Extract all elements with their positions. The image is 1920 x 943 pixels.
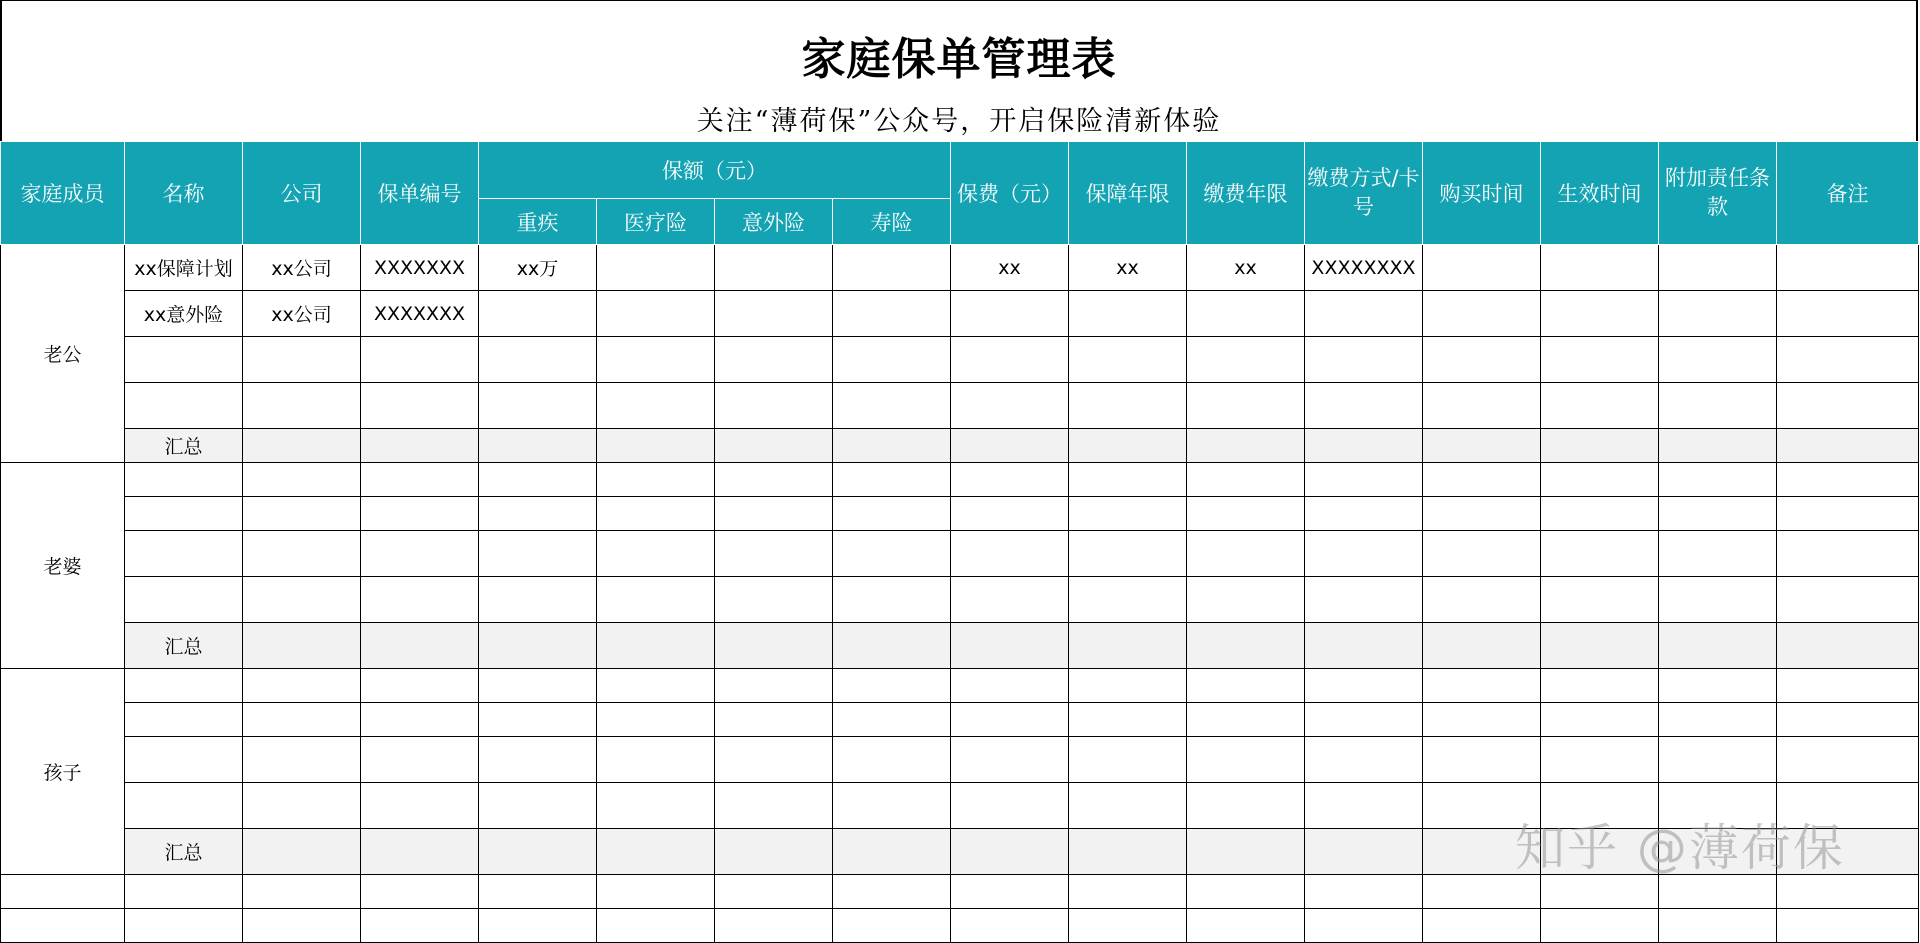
table-cell[interactable] — [597, 291, 715, 337]
summary-cell[interactable] — [1305, 623, 1423, 669]
table-cell[interactable]: xx — [1069, 245, 1187, 291]
summary-label[interactable]: 汇总 — [125, 623, 243, 669]
table-row — [1, 669, 1919, 703]
summary-cell[interactable] — [1659, 623, 1777, 669]
summary-cell[interactable] — [833, 623, 951, 669]
table-cell[interactable] — [125, 703, 243, 737]
table-cell[interactable] — [1659, 383, 1777, 429]
table-cell[interactable] — [597, 531, 715, 577]
table-cell[interactable]: xx万 — [479, 245, 597, 291]
table-cell[interactable] — [1305, 703, 1423, 737]
table-cell[interactable] — [597, 909, 715, 943]
table-cell[interactable] — [1423, 577, 1541, 623]
watermark: 知乎 @薄荷保 — [1515, 819, 1845, 877]
summary-cell[interactable] — [951, 429, 1069, 463]
table-cell[interactable] — [597, 783, 715, 829]
table-cell[interactable] — [1187, 383, 1305, 429]
table-cell[interactable] — [597, 383, 715, 429]
header-effective-time[interactable]: 生效时间 — [1541, 142, 1659, 245]
table-cell[interactable] — [125, 497, 243, 531]
table-cell[interactable] — [715, 463, 833, 497]
table-cell[interactable] — [125, 669, 243, 703]
table-cell[interactable] — [951, 383, 1069, 429]
table-cell[interactable] — [1069, 703, 1187, 737]
table-cell[interactable] — [1423, 737, 1541, 783]
table-cell[interactable] — [715, 291, 833, 337]
table-cell[interactable] — [1541, 577, 1659, 623]
table-cell[interactable] — [1, 875, 125, 909]
table-cell[interactable] — [1187, 703, 1305, 737]
table-cell[interactable] — [951, 577, 1069, 623]
summary-cell[interactable] — [1187, 829, 1305, 875]
table-cell[interactable] — [1541, 669, 1659, 703]
summary-cell[interactable] — [833, 829, 951, 875]
table-cell[interactable] — [479, 783, 597, 829]
table-cell[interactable] — [833, 669, 951, 703]
table-cell[interactable] — [361, 703, 479, 737]
table-cell[interactable] — [361, 577, 479, 623]
summary-cell[interactable] — [715, 829, 833, 875]
table-cell[interactable] — [1187, 337, 1305, 383]
table-cell[interactable] — [1423, 337, 1541, 383]
table-cell[interactable] — [125, 737, 243, 783]
table-cell[interactable] — [1777, 463, 1919, 497]
table-cell[interactable] — [833, 737, 951, 783]
summary-cell[interactable] — [1541, 623, 1659, 669]
table-cell[interactable] — [1187, 577, 1305, 623]
table-cell[interactable] — [1069, 383, 1187, 429]
summary-cell[interactable] — [479, 623, 597, 669]
table-cell[interactable] — [125, 909, 243, 943]
summary-cell[interactable] — [479, 829, 597, 875]
table-cell[interactable] — [1305, 383, 1423, 429]
table-cell[interactable] — [1423, 497, 1541, 531]
table-cell[interactable] — [125, 577, 243, 623]
table-cell[interactable] — [1659, 531, 1777, 577]
table-row — [1, 337, 1919, 383]
table-cell[interactable]: xx保障计划 — [125, 245, 243, 291]
table-cell[interactable] — [951, 783, 1069, 829]
header-critical-illness[interactable]: 重疾 — [479, 199, 597, 245]
summary-label[interactable]: 汇总 — [125, 829, 243, 875]
table-cell[interactable] — [1305, 497, 1423, 531]
table-cell[interactable] — [833, 463, 951, 497]
table-cell[interactable] — [1541, 337, 1659, 383]
table-cell[interactable] — [1069, 737, 1187, 783]
table-cell[interactable] — [951, 669, 1069, 703]
table-cell[interactable] — [243, 497, 361, 531]
header-member[interactable]: 家庭成员 — [1, 142, 125, 245]
table-row — [1, 383, 1919, 429]
table-row — [1, 497, 1919, 531]
header-rider[interactable]: 附加责任条款 — [1659, 142, 1777, 245]
table-cell[interactable] — [243, 783, 361, 829]
member-cell[interactable]: 孩子 — [1, 669, 125, 875]
table-cell[interactable] — [951, 737, 1069, 783]
table-cell[interactable] — [1777, 909, 1919, 943]
header-payment-term[interactable]: 缴费年限 — [1187, 142, 1305, 245]
table-cell[interactable] — [1187, 669, 1305, 703]
table-cell[interactable] — [243, 577, 361, 623]
table-cell[interactable] — [125, 383, 243, 429]
table-cell[interactable] — [479, 463, 597, 497]
table-cell[interactable] — [715, 737, 833, 783]
table-cell[interactable] — [1541, 531, 1659, 577]
table-cell[interactable] — [1187, 783, 1305, 829]
header-policy-no[interactable]: 保单编号 — [361, 142, 479, 245]
table-cell[interactable] — [1423, 909, 1541, 943]
table-cell[interactable] — [361, 337, 479, 383]
table-cell[interactable] — [1305, 783, 1423, 829]
summary-cell[interactable] — [361, 623, 479, 669]
table-cell[interactable] — [1659, 737, 1777, 783]
table-cell[interactable] — [1187, 531, 1305, 577]
table-cell[interactable] — [1777, 577, 1919, 623]
table-cell[interactable] — [361, 463, 479, 497]
header-purchase-time[interactable]: 购买时间 — [1423, 142, 1541, 245]
table-cell[interactable] — [833, 703, 951, 737]
table-cell[interactable] — [1305, 875, 1423, 909]
summary-cell[interactable] — [597, 829, 715, 875]
table-cell[interactable]: xx意外险 — [125, 291, 243, 337]
title-area — [0, 0, 1918, 141]
table-cell[interactable] — [1777, 337, 1919, 383]
summary-row — [1, 429, 1919, 463]
table-cell[interactable] — [1541, 703, 1659, 737]
table-cell[interactable] — [951, 497, 1069, 531]
table-cell[interactable] — [597, 737, 715, 783]
table-cell[interactable] — [1187, 497, 1305, 531]
page-subtitle: 关注“薄荷保”公众号，开启保险清新体验 — [696, 106, 1222, 137]
summary-cell[interactable] — [715, 623, 833, 669]
table-cell[interactable] — [1659, 337, 1777, 383]
table-row — [1, 909, 1919, 943]
table-cell[interactable] — [1423, 291, 1541, 337]
table-cell[interactable] — [1541, 245, 1659, 291]
table-cell[interactable] — [1777, 669, 1919, 703]
table-cell[interactable] — [597, 245, 715, 291]
summary-cell[interactable] — [1069, 623, 1187, 669]
table-cell[interactable] — [1187, 737, 1305, 783]
summary-cell[interactable] — [715, 429, 833, 463]
table-cell[interactable] — [125, 463, 243, 497]
table-cell[interactable] — [951, 463, 1069, 497]
table-cell[interactable] — [361, 875, 479, 909]
table-cell[interactable] — [833, 383, 951, 429]
table-cell[interactable] — [1541, 737, 1659, 783]
member-cell[interactable]: 老公 — [1, 245, 125, 463]
summary-cell[interactable] — [361, 429, 479, 463]
table-row — [1, 577, 1919, 623]
summary-cell[interactable] — [1069, 829, 1187, 875]
table-cell[interactable] — [597, 577, 715, 623]
table-cell[interactable] — [479, 669, 597, 703]
table-cell[interactable] — [1305, 291, 1423, 337]
table-cell[interactable] — [1659, 909, 1777, 943]
table-cell[interactable] — [715, 783, 833, 829]
table-cell[interactable] — [1069, 337, 1187, 383]
table-cell[interactable] — [1187, 463, 1305, 497]
table-cell[interactable] — [951, 291, 1069, 337]
table-cell[interactable]: xx公司 — [243, 245, 361, 291]
table-cell[interactable] — [1777, 703, 1919, 737]
table-cell[interactable] — [1187, 875, 1305, 909]
summary-cell[interactable] — [1187, 623, 1305, 669]
header-coverage-group[interactable]: 保额（元） — [479, 142, 951, 199]
summary-cell[interactable] — [597, 623, 715, 669]
summary-cell[interactable] — [1423, 429, 1541, 463]
table-cell[interactable] — [1, 909, 125, 943]
header-name[interactable]: 名称 — [125, 142, 243, 245]
table-cell[interactable] — [361, 909, 479, 943]
table-cell[interactable] — [1423, 531, 1541, 577]
table-cell[interactable] — [479, 531, 597, 577]
table-cell[interactable] — [243, 463, 361, 497]
table-cell[interactable] — [1305, 737, 1423, 783]
summary-cell[interactable] — [1541, 429, 1659, 463]
table-cell[interactable] — [715, 875, 833, 909]
summary-cell[interactable] — [1305, 429, 1423, 463]
table-cell[interactable] — [361, 531, 479, 577]
table-cell[interactable] — [1659, 497, 1777, 531]
table-cell[interactable] — [715, 909, 833, 943]
table-cell[interactable] — [125, 875, 243, 909]
table-cell[interactable] — [715, 383, 833, 429]
summary-cell[interactable] — [361, 829, 479, 875]
table-cell[interactable] — [715, 577, 833, 623]
summary-cell[interactable] — [951, 829, 1069, 875]
table-cell[interactable] — [833, 909, 951, 943]
table-cell[interactable] — [1069, 497, 1187, 531]
header-premium[interactable]: 保费（元） — [951, 142, 1069, 245]
table-cell[interactable] — [361, 783, 479, 829]
table-cell[interactable] — [833, 245, 951, 291]
table-cell[interactable] — [1659, 245, 1777, 291]
table-cell[interactable] — [479, 291, 597, 337]
table-cell[interactable] — [833, 497, 951, 531]
table-cell[interactable] — [1659, 291, 1777, 337]
header-payment-method[interactable]: 缴费方式/卡号 — [1305, 142, 1423, 245]
table-cell[interactable] — [361, 497, 479, 531]
table-cell[interactable] — [1305, 909, 1423, 943]
table-cell[interactable] — [1777, 245, 1919, 291]
table-cell[interactable] — [833, 337, 951, 383]
summary-cell[interactable] — [243, 623, 361, 669]
header-medical[interactable]: 医疗险 — [597, 199, 715, 245]
table-cell[interactable] — [833, 875, 951, 909]
member-cell[interactable]: 老婆 — [1, 463, 125, 669]
table-cell[interactable] — [715, 669, 833, 703]
table-cell[interactable] — [597, 463, 715, 497]
summary-cell[interactable] — [597, 429, 715, 463]
table-cell[interactable] — [479, 703, 597, 737]
table-cell[interactable] — [1423, 383, 1541, 429]
table-cell[interactable] — [715, 245, 833, 291]
table-cell[interactable] — [833, 291, 951, 337]
table-cell[interactable] — [125, 531, 243, 577]
table-cell[interactable] — [1069, 669, 1187, 703]
table-cell[interactable] — [1777, 383, 1919, 429]
table-cell[interactable] — [1659, 577, 1777, 623]
summary-row — [1, 623, 1919, 669]
table-cell[interactable] — [1187, 909, 1305, 943]
summary-cell[interactable] — [243, 829, 361, 875]
header-coverage-term[interactable]: 保障年限 — [1069, 142, 1187, 245]
summary-cell[interactable] — [833, 429, 951, 463]
table-cell[interactable] — [597, 337, 715, 383]
table-cell[interactable] — [125, 337, 243, 383]
summary-cell[interactable] — [243, 429, 361, 463]
table-cell[interactable] — [243, 383, 361, 429]
table-cell[interactable] — [951, 703, 1069, 737]
table-cell[interactable] — [1541, 497, 1659, 531]
summary-cell[interactable] — [1069, 429, 1187, 463]
table-row — [1, 245, 1919, 291]
table-cell[interactable] — [479, 383, 597, 429]
table-cell[interactable] — [243, 909, 361, 943]
table-cell[interactable] — [243, 669, 361, 703]
table-cell[interactable] — [951, 337, 1069, 383]
table-cell[interactable] — [1541, 291, 1659, 337]
table-cell[interactable] — [833, 577, 951, 623]
table-cell[interactable] — [361, 383, 479, 429]
table-row — [1, 531, 1919, 577]
table-cell[interactable] — [597, 875, 715, 909]
summary-cell[interactable] — [479, 429, 597, 463]
table-cell[interactable] — [1423, 669, 1541, 703]
table-cell[interactable] — [951, 531, 1069, 577]
table-cell[interactable] — [1069, 875, 1187, 909]
header-accident[interactable]: 意外险 — [715, 199, 833, 245]
table-cell[interactable] — [951, 875, 1069, 909]
summary-cell[interactable] — [1305, 829, 1423, 875]
table-row — [1, 291, 1919, 337]
table-cell[interactable] — [715, 337, 833, 383]
table-cell[interactable] — [597, 703, 715, 737]
table-cell[interactable] — [715, 531, 833, 577]
table-cell[interactable] — [715, 703, 833, 737]
table-cell[interactable] — [1659, 703, 1777, 737]
table-cell[interactable] — [1305, 463, 1423, 497]
table-cell[interactable] — [1069, 531, 1187, 577]
table-cell[interactable] — [243, 531, 361, 577]
table-cell[interactable]: XXXXXXX — [361, 245, 479, 291]
table-cell[interactable] — [361, 737, 479, 783]
table-cell[interactable] — [243, 337, 361, 383]
page-title: 家庭保单管理表 — [801, 34, 1117, 85]
table-cell[interactable] — [1305, 531, 1423, 577]
table-cell[interactable] — [1777, 497, 1919, 531]
table-cell[interactable] — [479, 337, 597, 383]
table-cell[interactable] — [479, 577, 597, 623]
table-row — [1, 703, 1919, 737]
table-cell[interactable] — [1423, 463, 1541, 497]
summary-cell[interactable] — [1423, 623, 1541, 669]
table-cell[interactable] — [1777, 737, 1919, 783]
header-remark[interactable]: 备注 — [1777, 142, 1919, 245]
table-cell[interactable] — [1305, 337, 1423, 383]
table-cell[interactable]: XXXXXXXX — [1305, 245, 1423, 291]
table-cell[interactable] — [479, 497, 597, 531]
table-cell[interactable] — [1187, 291, 1305, 337]
table-cell[interactable]: xx — [951, 245, 1069, 291]
table-cell[interactable] — [1541, 463, 1659, 497]
summary-cell[interactable] — [1777, 623, 1919, 669]
table-cell[interactable]: xx公司 — [243, 291, 361, 337]
table-cell[interactable] — [597, 497, 715, 531]
table-cell[interactable] — [1069, 909, 1187, 943]
table-cell[interactable] — [1423, 245, 1541, 291]
summary-cell[interactable] — [951, 623, 1069, 669]
table-cell[interactable] — [479, 909, 597, 943]
table-cell[interactable] — [1541, 909, 1659, 943]
table-cell[interactable] — [479, 737, 597, 783]
table-cell[interactable]: xx — [1187, 245, 1305, 291]
table-cell[interactable] — [1777, 291, 1919, 337]
table-cell[interactable] — [715, 497, 833, 531]
table-cell[interactable] — [1423, 703, 1541, 737]
table-cell[interactable] — [833, 531, 951, 577]
table-cell[interactable] — [951, 909, 1069, 943]
table-row — [1, 463, 1919, 497]
table-cell[interactable] — [125, 783, 243, 829]
table-cell[interactable] — [1659, 669, 1777, 703]
summary-cell[interactable] — [1777, 429, 1919, 463]
table-row — [1, 737, 1919, 783]
header-company[interactable]: 公司 — [243, 142, 361, 245]
table-cell[interactable] — [1305, 669, 1423, 703]
header-life[interactable]: 寿险 — [833, 199, 951, 245]
table-cell[interactable] — [1069, 577, 1187, 623]
table-cell[interactable] — [1305, 577, 1423, 623]
summary-cell[interactable] — [1659, 429, 1777, 463]
table-cell[interactable] — [479, 875, 597, 909]
table-cell[interactable] — [243, 875, 361, 909]
table-cell[interactable] — [1659, 463, 1777, 497]
table-cell[interactable] — [1069, 783, 1187, 829]
table-cell[interactable] — [243, 703, 361, 737]
table-cell[interactable] — [361, 669, 479, 703]
table-cell[interactable] — [597, 669, 715, 703]
table-cell[interactable]: XXXXXXX — [361, 291, 479, 337]
table-cell[interactable] — [1777, 531, 1919, 577]
summary-cell[interactable] — [1187, 429, 1305, 463]
summary-label[interactable]: 汇总 — [125, 429, 243, 463]
table-cell[interactable] — [833, 783, 951, 829]
table-cell[interactable] — [1069, 291, 1187, 337]
table-cell[interactable] — [1541, 383, 1659, 429]
table-cell[interactable] — [1069, 463, 1187, 497]
table-cell[interactable] — [243, 737, 361, 783]
